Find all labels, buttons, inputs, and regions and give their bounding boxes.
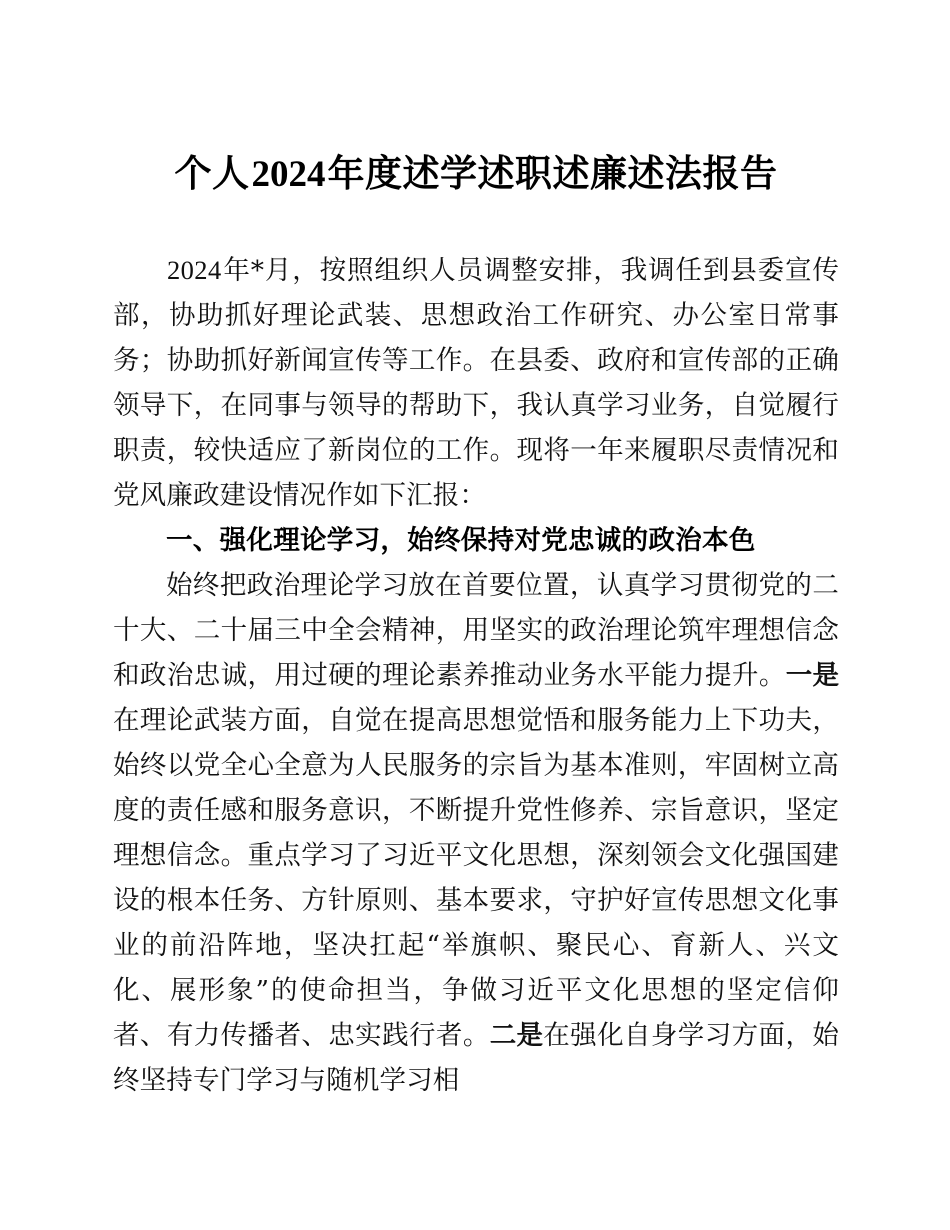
enumeration-marker-2: 二是 <box>489 1020 544 1051</box>
section-1-segment-3: 在强化自身学习方面，始终坚持专门学习与随机学习相 <box>113 1020 840 1097</box>
title-spacer <box>113 198 839 248</box>
title-year: 2024 <box>251 154 326 195</box>
enumeration-marker-1: 一是 <box>785 660 840 691</box>
paragraph-section-1-body <box>113 563 839 1103</box>
paragraph-intro <box>113 248 839 518</box>
document-content <box>113 0 839 1103</box>
page-title <box>113 0 839 198</box>
section-heading-1: 一、强化理论学习，始终保持对党忠诚的政治本色 <box>166 525 756 556</box>
intro-year: 2024 <box>167 255 222 286</box>
section-1-segment-1: 始终把政治理论学习放在首要位置，认真学习贯彻党的二十大、二十届三中全会精神，用坚实的政治理论筑牢理想信念和政治忠诚，用过硬的理论素养推动业务水平能力提升。 <box>113 570 839 692</box>
title-prefix: 个人 <box>174 154 250 195</box>
intro-text: 年*月，按照组织人员调整安排，我调任到县委宣传部，协助抓好理论武装、思想政治工作研究、办公室日常事务；协助抓好新闻宣传等工作。在县委、政府和宣传部的正确领导下，在同事与领导的帮助下，我认真学习业务，自觉履行职责，较快适应了新岗位的工作。现将一年来履职尽责情况和党风廉政建设情况作如下汇报： <box>113 255 839 512</box>
section-1-segment-2: 在理论武装方面，自觉在提高思想觉悟和服务能力上下功夫，始终以党全心全意为人民服务的宗旨为基本准则，牢固树立高度的责任感和服务意识，不断提升党性修养、宗旨意识，坚定理想信念。重点学习了习近平文化思想，深刻领会文化强国建设的根本任务、方针原则、基本要求，守护好宣传思想文化事业的前沿阵地，坚决扛起“举旗帜、聚民心、育新人、兴文化、展形象”的使命担当，争做习近平文化思想的坚定信仰者、有力传播者、忠实践行者。 <box>113 705 839 1052</box>
title-suffix: 年度述学述职述廉述法报告 <box>327 154 778 195</box>
